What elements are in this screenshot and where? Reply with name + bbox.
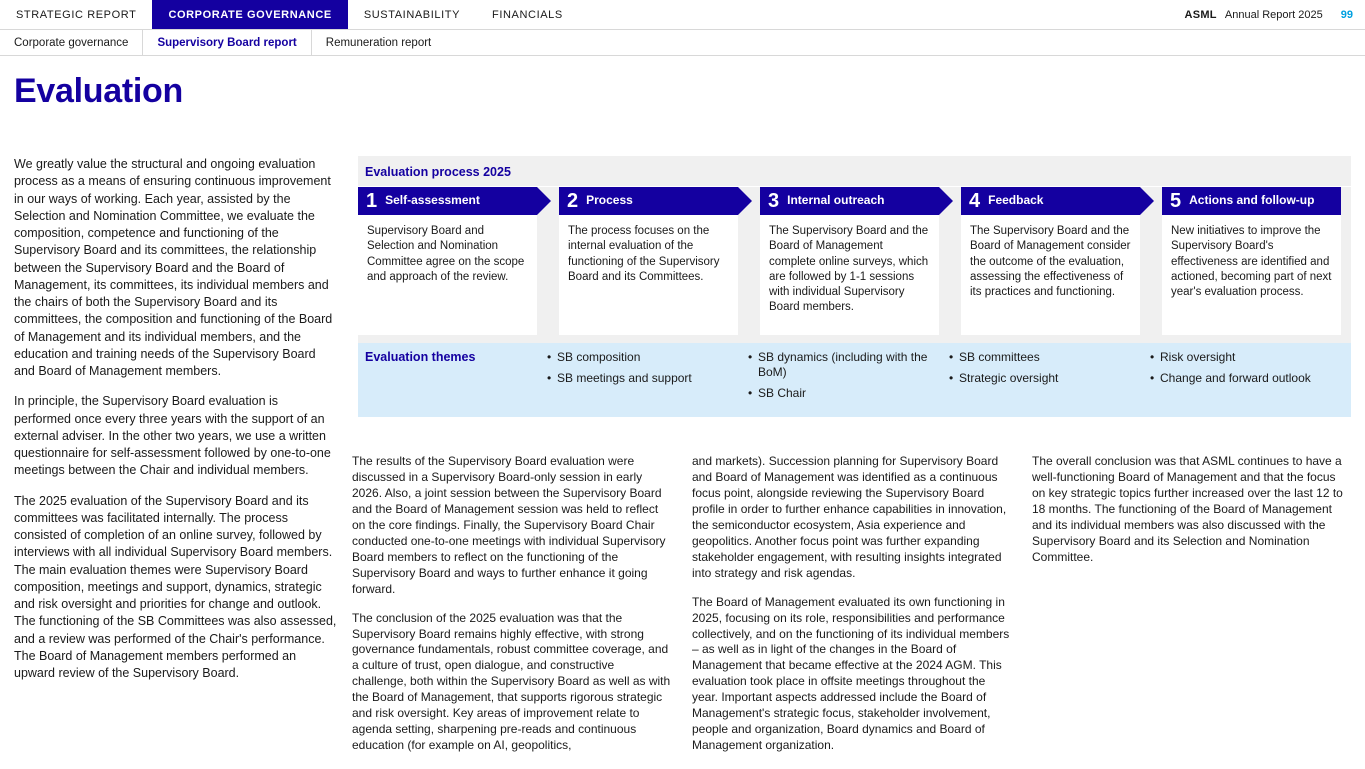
process-step-body: New initiatives to improve the Supervisory Board's effectiveness are identified and actioned, becoming part of next year's evaluation process.: [1171, 225, 1332, 299]
process-step-3: [760, 187, 939, 335]
process-step-5: [1162, 187, 1341, 335]
evaluation-theme-list: [1150, 350, 1351, 386]
main-navigation-bar: [0, 0, 1365, 30]
page-content: [0, 156, 1365, 769]
main-nav-tab-2[interactable]: SUSTAINABILITY: [363, 8, 461, 21]
main-nav-tab-0[interactable]: STRATEGIC REPORT: [16, 8, 137, 21]
body-text-columns: [352, 454, 1352, 767]
intro-paragraph: In principle, the Supervisory Board evaluation is performed once every three years with the support of an external adviser. In the other two years, we use a written questionnaire for self-assessment followed by one-to-one meetings between the Chair and individual members.: [14, 394, 331, 478]
evaluation-theme-column-3: [1150, 350, 1351, 407]
evaluation-themes-columns: [547, 350, 1351, 407]
list-item: • SB dynamics (including with the BoM): [748, 350, 949, 380]
process-step-body: The Supervisory Board and the Board of Management complete online surveys, which are followed by 1-1 sessions with individual Supervisory Board members.: [769, 225, 929, 314]
process-step-body: Supervisory Board and Selection and Nomination Committee agree on the scope and approach of the review.: [367, 225, 525, 283]
list-item: • Risk oversight: [1150, 350, 1351, 365]
evaluation-theme-list: [547, 350, 748, 386]
main-nav-tabs: [0, 0, 579, 29]
section-nav-tab-1[interactable]: Supervisory Board report: [142, 30, 311, 55]
process-steps: [358, 187, 1351, 335]
process-step-label: Internal outreach: [787, 193, 885, 208]
main-nav-tab-3[interactable]: FINANCIALS: [492, 8, 563, 21]
intro-paragraph: We greatly value the structural and ongoing evaluation process as a means of ensuring continuous improvement in our ways of working. Each year, assisted by the Selection and Nomination Committee, we evaluate the composition, competence and functioning of the Supervisory Board and its committees, the relationship between the Supervisory Board and the Board of Management, its committees, its individual members and the chairs of both the Supervisory Board and its committees, the composition and functioning of the Board of Management and its individual members, and the education and training needs of the Supervisory Board and Board of Management members.: [14, 157, 333, 378]
process-step-4: [961, 187, 1140, 335]
process-step-label: Feedback: [988, 193, 1044, 208]
evaluation-process-panel: [358, 156, 1351, 417]
list-item: • SB composition: [547, 350, 748, 365]
process-step-1: [358, 187, 537, 335]
asml-logo-text: ASML: [1184, 8, 1217, 21]
list-item: • SB Chair: [748, 386, 949, 401]
evaluation-theme-list: [748, 350, 949, 401]
body-text-column-1: [692, 454, 1012, 767]
process-step-2: [559, 187, 738, 335]
process-step-header: [358, 187, 537, 215]
body-paragraph: The conclusion of the 2025 evaluation was that the Supervisory Board remains highly effective, with strong governance fundamentals, robust committee coverage, and a culture of trust, open dialogue, and constructive challenge, both within the Supervisory Board as well as with the Board of Management, that supports rigorous strategic and risk oversight. Key areas of improvement relate to agenda setting, sharpening pre-reads and continuous education (for example on AI, geopolitics,: [352, 610, 671, 753]
process-step-number: 3: [768, 190, 780, 212]
main-nav-tab-1[interactable]: CORPORATE GOVERNANCE: [152, 0, 347, 29]
report-brand-label: [1184, 9, 1322, 21]
body-text-column-0: [352, 454, 672, 767]
process-step-label: Actions and follow-up: [1189, 193, 1315, 208]
evaluation-themes-row: [358, 343, 1351, 417]
evaluation-theme-column-2: [949, 350, 1150, 407]
list-item: • Strategic oversight: [949, 371, 1150, 386]
process-step-number: 1: [366, 190, 378, 212]
process-step-header: [961, 187, 1140, 215]
section-navigation-bar: [0, 30, 1365, 56]
process-step-header: [559, 187, 738, 215]
process-step-label: Process: [586, 193, 633, 208]
list-item: • SB committees: [949, 350, 1150, 365]
body-paragraph: and markets). Succession planning for Supervisory Board and Board of Management was identified as a continuous focus point, alongside reviewing the Supervisory Board profile in order to further enhance capabilities in innovation, the semiconductor ecosystem, Asia experience and geopolitics. Another focus point was further expanding stakeholder engagement, with resulting insights integrated into strategy and risk agendas.: [692, 454, 1007, 580]
body-text-column-2: [1032, 454, 1352, 767]
evaluation-theme-column-0: [547, 350, 748, 407]
chevron-right-icon: [939, 187, 961, 215]
panel-title: Evaluation process 2025: [358, 156, 1351, 187]
body-paragraph: The overall conclusion was that ASML continues to have a well-functioning Board of Management and that the focus on key strategic topics further increased over the last 12 to 18 months. The functioning of the Board of Management and its individual members was also discussed with the Supervisory Board and its Selection and Nomination Committee.: [1032, 454, 1343, 564]
section-nav-tab-2[interactable]: Remuneration report: [325, 36, 432, 49]
process-step-number: 5: [1170, 190, 1182, 212]
evaluation-themes-label: Evaluation themes: [365, 350, 476, 364]
page-title: Evaluation: [14, 72, 183, 110]
body-paragraph: The results of the Supervisory Board evaluation were discussed in a Supervisory Board-only session in early 2026. Also, a joint session between the Supervisory Board and the Board of Management session was held to reflect on the core findings. Finally, the Supervisory Board Chair conducted one-to-one meetings with individual Supervisory Board members to reflect on the functioning of the Supervisory Board and ways to further enhance it going forward.: [352, 454, 666, 596]
chevron-right-icon: [738, 187, 760, 215]
evaluation-theme-column-1: [748, 350, 949, 407]
body-paragraph: The Board of Management evaluated its own functioning in 2025, focusing on its role, responsibilities and performance collectively, and on the functioning of its individual members – as well as in light of the changes in the Board of Management that became effective at the 2024 AGM. This evaluation took place in offsite meetings throughout the year. Important aspects addressed include the Board of Management's strategic focus, stakeholder involvement, people and organization, Board dynamics and Board of Management organization.: [692, 594, 1010, 753]
chevron-right-icon: [537, 187, 559, 215]
topnav-right-group: [1184, 0, 1353, 29]
process-step-body: The Supervisory Board and the Board of Management consider the outcome of the evaluation, assessing the effectiveness of its practices and functioning.: [970, 225, 1131, 299]
intro-text-column: [14, 156, 338, 695]
section-nav-tab-0[interactable]: Corporate governance: [14, 36, 129, 49]
evaluation-theme-list: [949, 350, 1150, 386]
page-number: 99: [1340, 8, 1353, 21]
process-step-header: [760, 187, 939, 215]
process-step-header: [1162, 187, 1341, 215]
list-item: • Change and forward outlook: [1150, 371, 1351, 386]
process-step-label: Self-assessment: [385, 193, 480, 208]
process-step-body: The process focuses on the internal evaluation of the functioning of the Supervisory Board and its Committees.: [568, 225, 720, 283]
chevron-right-icon: [1140, 187, 1162, 215]
report-name-label: Annual Report 2025: [1224, 8, 1323, 21]
intro-paragraph: The 2025 evaluation of the Supervisory Board and its committees was facilitated internally. The process consisted of completion of an online survey, followed by interviews with all individual Supervisory Board members. The main evaluation themes were Supervisory Board composition, meetings and support, dynamics, strategic and risk oversight and priorities for change and outlook. The functioning of the SB Committees was also assessed, and a review was performed of the Chair's performance. The Board of Management members performed an upward review of the Supervisory Board.: [14, 493, 337, 680]
process-step-number: 4: [969, 190, 981, 212]
process-step-number: 2: [567, 190, 579, 212]
list-item: • SB meetings and support: [547, 371, 748, 386]
section-nav-tabs: [0, 30, 445, 55]
